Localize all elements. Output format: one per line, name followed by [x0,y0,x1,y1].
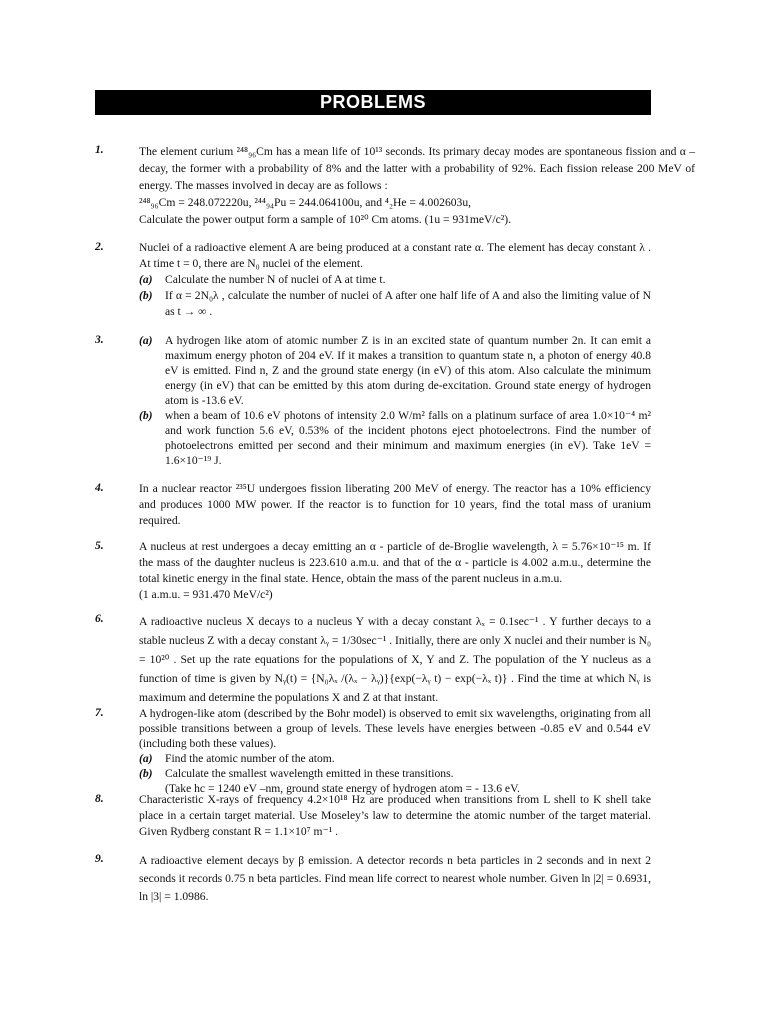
problem-text: (1 a.m.u. = 931.470 MeV/c²) [139,588,273,601]
problem-text: A radioactive element decays by β emission. A detector records n beta particles in 2 seconds and in next 2 seconds it records 0.75 n beta particles. Find mean life correct to nearest whole number. Given ln |2| = 0.6931, ln |3| = 1.0986. [139,854,651,903]
part-text: when a beam of 10.6 eV photons of intensity 2.0 W/m² falls on a platinum surface of area 1.0×10⁻⁴ m² and work function 5.6 eV, 0.53% of the incident photons eject photoelectrons. Find the number of photoelectrons emitted per second and their minimum and maximum energies (in eV). Take 1eV = 1.6×10⁻¹⁹ J. [165,409,651,467]
problem-number: 9. [95,852,104,865]
part-label: (b) [139,289,153,302]
part-text: Calculate the smallest wavelength emitted in these transitions. [165,767,454,780]
problem-text: The element curium ²⁴⁸₉₆Cm has a mean life of 10¹³ seconds. Its primary decay modes are spontaneous fission and α – decay, the former with a probability of 8% and the latter with a probability of 92%. Each fission release 200 MeV of energy. The masses involved in decay are as follows : [139,145,695,192]
problem-number: 2. [95,240,104,253]
problem-number: 4. [95,481,104,494]
problem-number: 5. [95,539,104,552]
part-label: (a) [139,752,153,765]
problem-text: Characteristic X-rays of frequency 4.2×10¹⁸ Hz are produced when transitions from L shell to K shell take place in a certain target material. Use Moseley’s law to determine the atomic number of the target material. Given Rydberg constant R = 1.1×10⁷ m⁻¹ . [139,793,651,838]
problem-number: 8. [95,792,104,805]
part-label: (b) [139,409,153,422]
part-text: Find the atomic number of the atom. [165,752,335,765]
part-label: (a) [139,273,153,286]
part-text: Calculate the number N of nuclei of A at time t. [165,273,386,286]
problem-text: A hydrogen-like atom (described by the Bohr model) is observed to emit six wavelengths, originating from all possible transitions between a group of levels. These levels have energies between -0.85 eV and 0.544 eV (including both these values). [139,707,651,750]
part-text: (Take hc = 1240 eV –nm, ground state energy of hydrogen atom = - 13.6 eV. [165,782,520,795]
part-text: If α = 2N₀λ , calculate the number of nuclei of A after one half life of A and also the limiting value of N as t → ∞ . [165,289,651,318]
problem-number: 7. [95,706,104,719]
problem-number: 6. [95,612,104,625]
problem-text: ²⁴⁸₉₆Cm = 248.072220u, ²⁴⁴₉₄Pu = 244.064100u, and ⁴₂He = 4.002603u, [139,196,472,209]
problem-text: In a nuclear reactor ²³⁵U undergoes fission liberating 200 MeV of energy. The reactor has a 10% efficiency and produces 1000 MW power. If the reactor is to function for 10 years, find the total mass of uranium required. [139,482,651,527]
problem-text: A radioactive nucleus X decays to a nucleus Y with a decay constant λₓ = 0.1sec⁻¹ . Y further decays to a stable nucleus Z with a decay constant λᵧ = 1/30sec⁻¹ . Initially, there are only X nuclei and their number is N₀ = 10²⁰ . Set up the rate equations for the populations of X, Y and Z. The population of the Y nucleus as a function of time is given by Nᵧ(t) = {N₀λₓ /(λₓ − λᵧ)}{exp(−λᵧ t) − exp(−λₓ t)} . Find the time at which Nᵧ is maximum and determine the populations X and Z at that instant. [139,615,652,704]
problem-text: Nuclei of a radioactive element A are being produced at a constant rate α. The element has decay constant λ . At time t = 0, there are N₀ nuclei of the element. [139,241,651,270]
page-title: PROBLEMS [95,90,651,115]
problem-text: A nucleus at rest undergoes a decay emitting an α - particle of de-Broglie wavelength, λ = 5.76×10⁻¹⁵ m. If the mass of the daughter nucleus is 223.610 a.m.u. and that of the α - particle is 4.002 a.m.u., determine the total kinetic energy in the final state. Hence, obtain the mass of the parent nucleus in a.m.u. [139,540,651,585]
problem-number: 3. [95,333,104,346]
problem-number: 1. [95,143,104,156]
part-label: (b) [139,767,153,780]
part-label: (a) [139,334,153,347]
problem-text: Calculate the power output form a sample of 10²⁰ Cm atoms. (1u = 931meV/c²). [139,213,511,226]
part-text: A hydrogen like atom of atomic number Z is in an excited state of quantum number 2n. It can emit a maximum energy photon of 204 eV. If it makes a transition to quantum state n, a photon of energy 40.8 eV is emitted. Find n, Z and the ground state energy (in eV) of this atom. Also calculate the minimum energy (in eV) that can be emitted by this atom during de-excitation. Ground state energy of hydrogen atom is -13.6 eV. [165,334,651,407]
